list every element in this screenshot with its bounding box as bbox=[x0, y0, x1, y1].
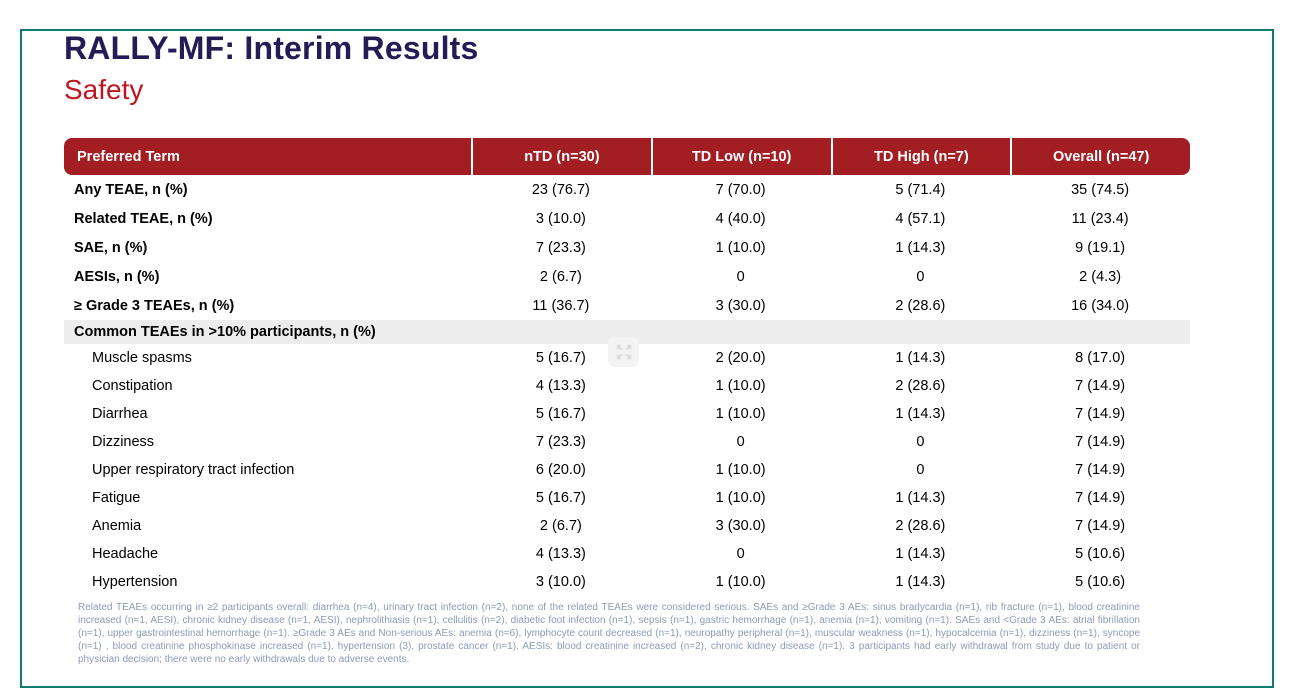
cell-value: 2 (6.7) bbox=[539, 518, 582, 534]
cell-value: 16 (34.0) bbox=[1071, 297, 1130, 314]
cell-value: 2 (28.6) bbox=[895, 518, 946, 534]
cell-value: 1 (14.3) bbox=[895, 406, 946, 422]
cell-value: 1 (10.0) bbox=[715, 574, 766, 590]
cell-value: 2 (4.3) bbox=[1079, 268, 1122, 285]
table-row bbox=[64, 204, 1190, 233]
cell-value: 7 (14.9) bbox=[1075, 434, 1126, 450]
cell-value: 0 bbox=[916, 268, 925, 285]
cell-value: 4 (13.3) bbox=[535, 546, 586, 562]
table-row bbox=[64, 428, 1190, 456]
cell-value: 8 (17.0) bbox=[1075, 350, 1126, 366]
cell-value: 1 (14.3) bbox=[895, 546, 946, 562]
cell-value: 5 (16.7) bbox=[535, 350, 586, 366]
row-label: AESIs, n (%) bbox=[74, 268, 160, 285]
cell-value: 0 bbox=[736, 268, 745, 285]
cell-value: 7 (23.3) bbox=[535, 434, 586, 450]
table-row bbox=[64, 233, 1190, 262]
safety-table bbox=[64, 138, 1190, 596]
cell-value: 1 (14.3) bbox=[895, 239, 946, 256]
cell-value: 11 (36.7) bbox=[532, 297, 590, 314]
row-label: Diarrhea bbox=[92, 406, 148, 422]
table-row bbox=[64, 512, 1190, 540]
column-header-td-high: TD High (n=7) bbox=[831, 138, 1011, 175]
cell-value: 1 (10.0) bbox=[715, 378, 766, 394]
row-label: Constipation bbox=[92, 378, 173, 394]
cell-value: 4 (57.1) bbox=[895, 210, 946, 227]
column-header-td-low: TD Low (n=10) bbox=[651, 138, 831, 175]
cell-value: 3 (30.0) bbox=[715, 518, 766, 534]
cell-value: 7 (23.3) bbox=[535, 239, 586, 256]
cell-value: 3 (10.0) bbox=[535, 210, 586, 227]
footnote-text: Related TEAEs occurring in ≥2 participants overall: diarrhea (n=4), urinary tract infection (n=2), none of the related TEAEs were considered serious. SAEs and ≥Grade 3 AEs: sinus bradycardia (n=1), rib fracture (n=1), blood creatinine increased (n=1, AESI), chronic kidney disease (n=1, AESI), nephrolithiasis (n=1), cellulitis (n=2), diabetic foot infection (n=1), sepsis (n=1), gastric hemorrhage (n=1), anemia (n=1), vomiting (n=1). SAEs and <Grade 3 AEs: atrial fibrillation (n=1), upper gastrointestinal hemorrhage (n=1). ≥Grade 3 AEs and Non-serious AEs: anemia (n=6), lymphocyte count decreased (n=1), neuropathy peripheral (n=1), muscular weakness (n=1), hypocalcemia (n=1), dizziness (n=1), syncope (n=1) , blood creatinine phosphokinase increased (n=1), hypertension (3), prostate cancer (n=1). AESIs: blood creatinine increased (n=2), chronic kidney disease (n=1). 3 participants had early withdrawal from study due to patient or physician decision; there were no early withdrawals due to adverse events. bbox=[78, 602, 1140, 665]
table-row bbox=[64, 400, 1190, 428]
cell-value: 7 (14.9) bbox=[1075, 490, 1126, 506]
row-label: Muscle spasms bbox=[92, 350, 192, 366]
row-label: Dizziness bbox=[92, 434, 155, 450]
cell-value: 9 (19.1) bbox=[1075, 239, 1126, 256]
page-title: RALLY-MF: Interim Results bbox=[64, 30, 479, 66]
row-label: Hypertension bbox=[92, 574, 178, 590]
column-header-overall: Overall (n=47) bbox=[1010, 138, 1190, 175]
cell-value: 1 (14.3) bbox=[895, 490, 946, 506]
cell-value: 5 (16.7) bbox=[535, 406, 586, 422]
table-row bbox=[64, 372, 1190, 400]
cell-value: 5 (10.6) bbox=[1075, 574, 1126, 590]
table-header-row bbox=[64, 138, 1190, 175]
cell-value: 3 (10.0) bbox=[535, 574, 586, 590]
expand-arrows-icon[interactable] bbox=[608, 337, 639, 367]
section-header-label: Common TEAEs in >10% participants, n (%) bbox=[74, 324, 376, 340]
table-row bbox=[64, 291, 1190, 320]
cell-value: 1 (10.0) bbox=[715, 239, 766, 256]
cell-value: 1 (14.3) bbox=[895, 350, 946, 366]
row-label: Anemia bbox=[92, 518, 142, 534]
cell-value: 2 (28.6) bbox=[895, 378, 946, 394]
column-header-ntd: nTD (n=30) bbox=[471, 138, 651, 175]
cell-value: 1 (14.3) bbox=[895, 574, 946, 590]
cell-value: 5 (10.6) bbox=[1075, 546, 1126, 562]
cell-value: 7 (14.9) bbox=[1075, 406, 1126, 422]
cell-value: 6 (20.0) bbox=[535, 462, 586, 478]
table-row bbox=[64, 262, 1190, 291]
row-label: Headache bbox=[92, 546, 159, 562]
cell-value: 4 (40.0) bbox=[715, 210, 766, 227]
cell-value: 4 (13.3) bbox=[535, 378, 586, 394]
column-header-preferred-term: Preferred Term bbox=[77, 148, 180, 165]
row-label: Any TEAE, n (%) bbox=[74, 181, 188, 198]
cell-value: 2 (6.7) bbox=[539, 268, 582, 285]
table-row bbox=[64, 175, 1190, 204]
table-row bbox=[64, 456, 1190, 484]
cell-value: 2 (28.6) bbox=[895, 297, 946, 314]
cell-value: 7 (14.9) bbox=[1075, 518, 1126, 534]
cell-value: 0 bbox=[736, 434, 745, 450]
cell-value: 1 (10.0) bbox=[715, 462, 766, 478]
cell-value: 1 (10.0) bbox=[715, 490, 766, 506]
table-row bbox=[64, 484, 1190, 512]
cell-value: 35 (74.5) bbox=[1071, 181, 1130, 198]
cell-value: 5 (16.7) bbox=[535, 490, 586, 506]
cell-value: 7 (14.9) bbox=[1075, 378, 1126, 394]
cell-value: 3 (30.0) bbox=[715, 297, 766, 314]
table-row bbox=[64, 540, 1190, 568]
table-row bbox=[64, 568, 1190, 596]
row-label: SAE, n (%) bbox=[74, 239, 148, 256]
cell-value: 11 (23.4) bbox=[1071, 210, 1129, 227]
cell-value: 5 (71.4) bbox=[895, 181, 946, 198]
row-label: Related TEAE, n (%) bbox=[74, 210, 213, 227]
cell-value: 0 bbox=[736, 546, 745, 562]
cell-value: 2 (20.0) bbox=[715, 350, 766, 366]
cell-value: 0 bbox=[916, 462, 925, 478]
cell-value: 23 (76.7) bbox=[531, 181, 590, 198]
cell-value: 7 (70.0) bbox=[715, 181, 766, 198]
cell-value: 7 (14.9) bbox=[1075, 462, 1126, 478]
row-label: Fatigue bbox=[92, 490, 141, 506]
cell-value: 0 bbox=[916, 434, 925, 450]
cell-value: 1 (10.0) bbox=[715, 406, 766, 422]
page-subtitle: Safety bbox=[64, 74, 144, 105]
row-label: Upper respiratory tract infection bbox=[92, 462, 295, 478]
row-label: ≥ Grade 3 TEAEs, n (%) bbox=[74, 297, 235, 314]
